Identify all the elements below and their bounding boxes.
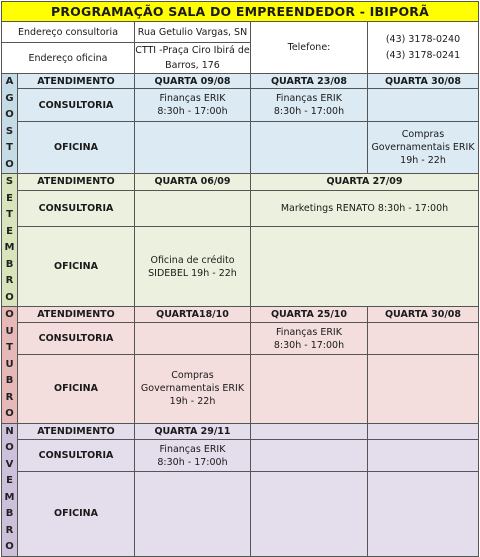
consultoria-address: Rua Getulio Vargas, SN	[135, 22, 251, 43]
atendimento-header: ATENDIMENTO	[18, 423, 135, 440]
consultoria-label: CONSULTORIA	[18, 190, 135, 227]
schedule-entry	[368, 355, 479, 423]
month-label-agosto: A G O S T O	[2, 74, 18, 174]
month-label-novembro: N O V E M B R O	[2, 423, 18, 556]
oficina-label: OFICINA	[18, 122, 135, 174]
date-header: QUARTA 30/08	[368, 307, 479, 323]
schedule-entry: Compras Governamentais ERIK 19h - 22h	[135, 355, 251, 423]
month-label-outubro: O U T U B R O	[2, 307, 18, 424]
schedule-table	[1, 1, 479, 557]
consultoria-label: CONSULTORIA	[18, 440, 135, 472]
atendimento-header: ATENDIMENTO	[18, 307, 135, 323]
oficina-label: OFICINA	[18, 227, 135, 307]
schedule-entry	[251, 122, 368, 174]
date-header	[368, 423, 479, 440]
date-header: QUARTA18/10	[135, 307, 251, 323]
date-header: QUARTA 25/10	[251, 307, 368, 323]
schedule-entry: Finanças ERIK 8:30h - 17:00h	[135, 89, 251, 122]
consultoria-label: CONSULTORIA	[18, 323, 135, 355]
schedule-entry: Finanças ERIK 8:30h - 17:00h	[135, 440, 251, 472]
oficina-label: OFICINA	[18, 355, 135, 423]
schedule-entry	[251, 472, 368, 556]
date-header: QUARTA 29/11	[135, 423, 251, 440]
schedule-entry	[251, 440, 368, 472]
schedule-entry: Marketings RENATO 8:30h - 17:00h	[251, 190, 479, 227]
schedule-entry	[135, 122, 251, 174]
oficina-address-label: Endereço oficina	[2, 43, 135, 74]
schedule-entry	[135, 472, 251, 556]
month-label-setembro: S E T E M B R O	[2, 174, 18, 307]
date-header	[251, 423, 368, 440]
phone-numbers	[368, 22, 479, 74]
schedule-entry	[368, 440, 479, 472]
atendimento-header: ATENDIMENTO	[18, 74, 135, 89]
schedule-entry: Oficina de crédito SIDEBEL 19h - 22h	[135, 227, 251, 307]
date-header: QUARTA 30/08	[368, 74, 479, 89]
schedule-entry: Finanças ERIK 8:30h - 17:00h	[251, 323, 368, 355]
date-header: QUARTA 23/08	[251, 74, 368, 89]
schedule-entry	[368, 89, 479, 122]
atendimento-header: ATENDIMENTO	[18, 174, 135, 191]
phone-label: Telefone:	[251, 22, 368, 74]
schedule-entry	[251, 227, 479, 307]
consultoria-address-label: Endereço consultoria	[2, 22, 135, 43]
schedule-entry: Compras Governamentais ERIK 19h - 22h	[368, 122, 479, 174]
oficina-address: CTTI -Praça Ciro Ibirá de Barros, 176	[135, 43, 251, 74]
phone-number-2: (43) 3178-0241	[385, 49, 461, 61]
page-title: PROGRAMAÇÃO SALA DO EMPREENDEDOR - IBIPORÃ	[2, 2, 479, 22]
oficina-label: OFICINA	[18, 472, 135, 556]
schedule-entry	[368, 323, 479, 355]
schedule-entry	[368, 472, 479, 556]
schedule-entry	[251, 355, 368, 423]
schedule-entry: Finanças ERIK 8:30h - 17:00h	[251, 89, 368, 122]
date-header: QUARTA 09/08	[135, 74, 251, 89]
phone-number-1: (43) 3178-0240	[385, 33, 461, 45]
date-header: QUARTA 06/09	[135, 174, 251, 191]
date-header: QUARTA 27/09	[251, 174, 479, 191]
schedule-entry	[135, 323, 251, 355]
consultoria-label: CONSULTORIA	[18, 89, 135, 122]
schedule-entry	[135, 190, 251, 227]
